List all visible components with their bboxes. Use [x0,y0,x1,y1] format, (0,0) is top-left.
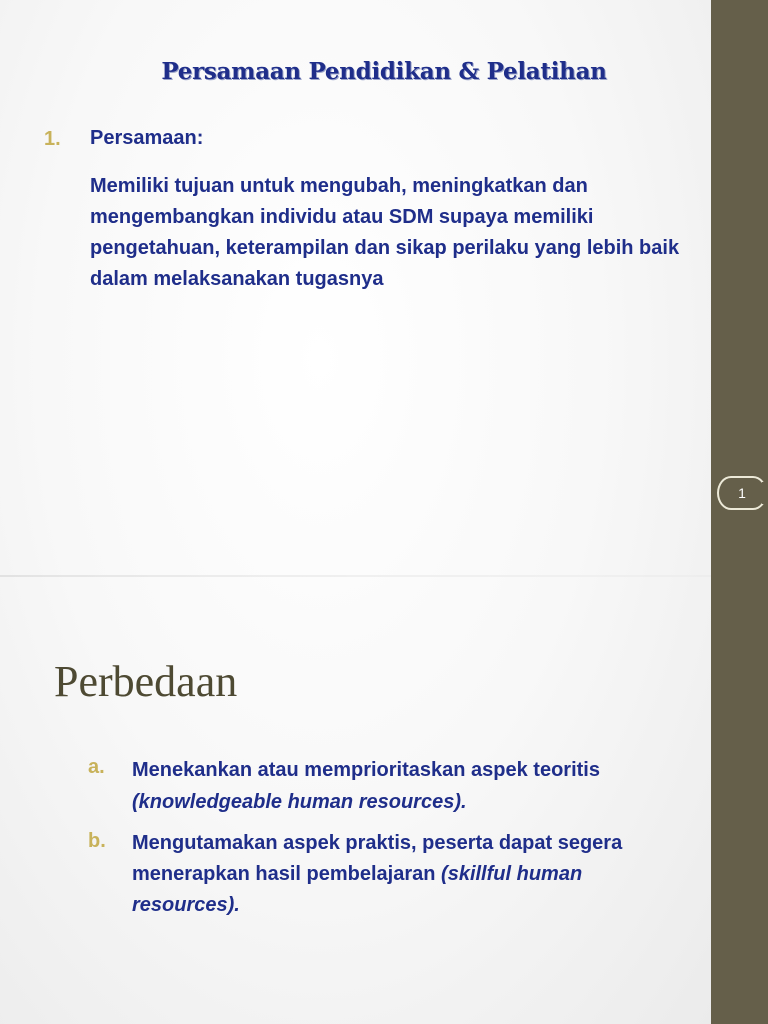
page-number-badge [717,476,767,510]
list-item-emphasis: (skillful human resources). [132,863,583,916]
slide-title: Persamaan Pendidikan & Pelatihan [161,58,607,85]
slide-divider [0,575,711,577]
list-marker: b. [88,830,106,852]
list-item-emphasis: (knowledgeable human resources). [132,791,467,813]
list-item-text: Mengutamakan aspek praktis, peserta dapat segera menerapkan hasil pembelajaran [132,832,623,885]
list-item [132,828,692,921]
page-number: 1 [738,485,746,501]
list-item [132,754,692,818]
slide-sidebar-bar [711,0,768,1024]
list-marker: a. [88,756,105,778]
list-item-description: Memiliki tujuan untuk mengubah, meningkatkan dan mengembangkan individu atau SDM supaya memiliki pengetahuan, keterampilan dan sikap perilaku yang lebih baik dalam melaksanakan tugasnya [90,175,680,290]
list-marker: 1. [44,128,61,150]
list-item-label: Persamaan: [90,127,204,149]
section-title: Perbedaan [54,657,238,706]
list-item-text: Menekankan atau memprioritaskan aspek teoritis [132,759,600,781]
